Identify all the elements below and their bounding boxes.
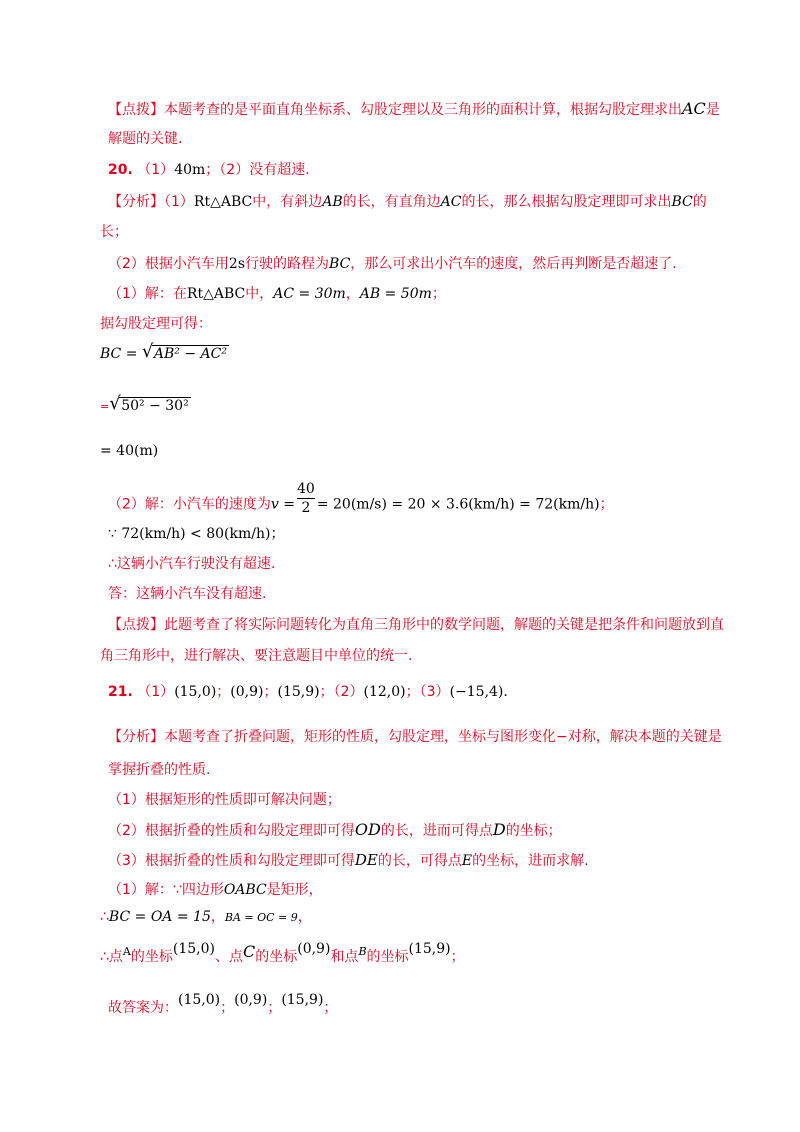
coordinate: (15,0)	[178, 992, 221, 1008]
analysis-text: 本题考查了折叠问题，矩形的性质，勾股定理，坐标与图形变化−对称，解决本题的关键是	[164, 729, 722, 745]
math-bc: BC	[329, 256, 351, 272]
answer-label: 故答案为：	[108, 1000, 178, 1016]
sep: ；	[220, 1000, 235, 1016]
solution-text: ；	[450, 949, 465, 965]
solution-text: 和点	[330, 949, 359, 965]
analysis-text: 的坐标，进而求解.	[472, 853, 589, 869]
q21-analysis-step3	[108, 850, 589, 871]
tip-text: 角三角形中，进行解决、要注意题目中单位的统一.	[100, 648, 413, 664]
q21-answer	[108, 682, 508, 702]
analysis-label: 【分析】	[108, 194, 164, 210]
analysis-text: 的坐标；	[505, 823, 562, 839]
tip-label: 【点拨】	[108, 102, 164, 118]
q20-analysis-line3	[108, 254, 677, 274]
q20-solution-since	[108, 524, 284, 544]
coordinate: (12,0)	[363, 684, 406, 700]
period: .	[503, 684, 508, 700]
analysis-text: 的长，进而可得点	[380, 823, 493, 839]
solution-text: 的坐标	[255, 949, 298, 965]
math-d: D	[492, 820, 506, 839]
final-answer: 答：这辆小汽车没有超速.	[108, 586, 267, 602]
coordinate: (15,0)	[172, 941, 215, 957]
answer-part2: （2）没有超速.	[219, 162, 310, 178]
sep: ；	[319, 684, 334, 700]
math-ac-30: AC = 30m	[273, 286, 346, 302]
math-point-a: A	[122, 945, 131, 958]
fraction-numerator: 40	[297, 481, 315, 497]
math-de: DE	[354, 851, 378, 869]
q20-solution-therefore	[108, 554, 275, 574]
fraction-denominator: 2	[297, 498, 315, 517]
tip-text-end: 是	[705, 102, 720, 118]
coordinate: (0,9)	[230, 684, 264, 700]
coordinate: (0,9)	[297, 941, 331, 957]
q21-analysis-step1	[108, 790, 341, 810]
analysis-text: （2）根据小汽车用	[108, 256, 229, 272]
answer-part-label: （2）	[333, 684, 364, 700]
fraction	[297, 480, 315, 517]
solution-text: ，	[297, 909, 312, 925]
math-e: E	[461, 853, 473, 869]
coordinate: (15,0)	[174, 684, 217, 700]
analysis-text: 的	[692, 194, 707, 210]
q20-equation3	[100, 441, 158, 461]
solution-text: （1）解：在	[108, 286, 187, 302]
analysis-text: 掌握折叠的性质.	[108, 762, 211, 778]
solution-text: 中，	[245, 286, 274, 302]
analysis-text: 的长，可得点	[377, 853, 462, 869]
q20-analysis-line1	[108, 192, 707, 212]
equals-sign: =	[100, 400, 110, 413]
sep: ；	[405, 684, 420, 700]
sep: ；	[216, 684, 231, 700]
math-ba-oc: BA = OC = 9	[224, 911, 298, 924]
sep: ；	[263, 684, 278, 700]
analysis-text: 中，有斜边	[252, 194, 323, 210]
math-bc-oa: BC = OA = 15	[108, 909, 211, 925]
solution-text: （2）解：小汽车的速度为	[108, 496, 271, 513]
q21-solution-line1	[108, 880, 323, 900]
q20-equation2	[100, 396, 191, 417]
q20-solution-line1	[108, 284, 446, 304]
velocity-equation: = 20(m/s) = 20 × 3.6(km/h) = 72(km/h)	[316, 496, 600, 513]
math-ac: AC	[440, 194, 462, 210]
analysis-text: （2）根据折叠的性质和勾股定理即可得	[108, 823, 355, 839]
sqrt-expression	[109, 396, 190, 416]
equation-result: = 40(m)	[100, 443, 159, 459]
math-ab: AB	[322, 194, 343, 210]
answer-part-label: （3）	[419, 684, 450, 700]
solution-text: （1）解：∵四边形	[108, 882, 224, 898]
coordinate: (15,9)	[408, 941, 451, 957]
q20-solution-velocity	[108, 481, 614, 523]
answer-part1-label: （1）	[137, 162, 175, 178]
coordinate: (15,9)	[277, 684, 320, 700]
tip-text-line2: 解题的关键.	[108, 131, 183, 147]
analysis-label: 【分析】	[108, 729, 164, 745]
tip-text: 本题考查的是平面直角坐标系、勾股定理以及三角形的面积计算，根据勾股定理求出	[164, 102, 682, 118]
solution-text: ，	[210, 909, 225, 925]
q20-tip-line1	[108, 615, 724, 635]
q20-solution-line2	[100, 314, 212, 334]
analysis-text: （3）根据折叠的性质和勾股定理即可得	[108, 853, 355, 869]
math-od: OD	[354, 820, 381, 839]
q20-tip-line2	[100, 646, 412, 666]
math-ac: AC	[682, 99, 706, 118]
solution-text: ；	[431, 286, 446, 302]
q20-answer	[108, 160, 310, 180]
coordinate: (15,9)	[281, 992, 324, 1008]
math-point-c: C	[242, 942, 256, 961]
math-rt-abc: Rt△ABC	[186, 286, 246, 302]
q20-solution-answer	[108, 584, 266, 604]
math-oabc: OABC	[223, 882, 267, 898]
analysis-text: （1）根据矩形的性质即可解决问题；	[108, 792, 341, 808]
tip-label: 【点拨】	[108, 617, 164, 633]
sqrt-expression	[142, 344, 229, 364]
analysis-text: ，那么可求出小汽车的速度，然后再判断是否超速了.	[350, 256, 677, 272]
q21-solution-answer	[108, 992, 338, 1018]
q20-equation1	[100, 344, 229, 364]
solution-text: ；	[599, 496, 614, 513]
q21-solution-line2	[100, 907, 312, 928]
tip-paragraph-line2	[108, 129, 182, 149]
analysis-text: （1）	[164, 194, 194, 210]
analysis-text: 的长，那么根据勾股定理即可求出	[461, 194, 672, 210]
equation-lhs: BC =	[100, 346, 138, 362]
q21-analysis-step2	[108, 820, 562, 841]
since-statement: ∵ 72(km/h) < 80(km/h)；	[108, 526, 285, 542]
math-v: v =	[270, 496, 296, 513]
q20-analysis-line2	[100, 222, 128, 242]
math-2s: 2s	[228, 256, 246, 272]
math-bc: BC	[671, 194, 693, 210]
tip-paragraph-line1	[108, 99, 720, 120]
solution-text: 的坐标	[366, 949, 409, 965]
question-number: 21.	[108, 684, 133, 700]
answer-sep: ；	[205, 162, 220, 178]
answer-part-label: （1）	[137, 684, 175, 700]
solution-text: 据勾股定理可得：	[100, 316, 212, 332]
solution-text: 、点	[214, 949, 243, 965]
sep: ；	[267, 1000, 282, 1016]
math-rt-abc: Rt△ABC	[193, 194, 253, 210]
sqrt-radicand: AB² − AC²	[153, 346, 227, 362]
math-ab-50: AB = 50m	[359, 286, 432, 302]
analysis-text: 长；	[100, 224, 128, 240]
tip-text: 此题考查了将实际问题转化为直角三角形中的数学问题，解题的关键是把条件和问题放到直	[164, 617, 724, 633]
solution-text: 的坐标	[130, 949, 173, 965]
answer-part1-value: 40m	[174, 162, 206, 178]
analysis-text: 行驶的路程为	[245, 256, 330, 272]
therefore-symbol: ∴	[100, 909, 109, 925]
question-number: 20.	[108, 162, 133, 178]
therefore-statement: ∴这辆小汽车行驶没有超速.	[108, 556, 276, 572]
analysis-text: 的长，有直角边	[342, 194, 441, 210]
sqrt-radicand: 50² − 30²	[121, 398, 189, 414]
solution-text: 是矩形，	[266, 882, 323, 898]
sep: ；	[323, 1000, 338, 1016]
q21-solution-line3	[100, 941, 465, 968]
coordinate: (−15,4)	[449, 684, 504, 700]
q21-analysis-line2	[108, 760, 210, 780]
math-point-b: B	[358, 945, 367, 958]
solution-text: ，	[345, 286, 360, 302]
coordinate: (0,9)	[234, 992, 268, 1008]
q21-analysis-line1	[108, 727, 722, 747]
solution-text: ∴点	[100, 949, 123, 965]
